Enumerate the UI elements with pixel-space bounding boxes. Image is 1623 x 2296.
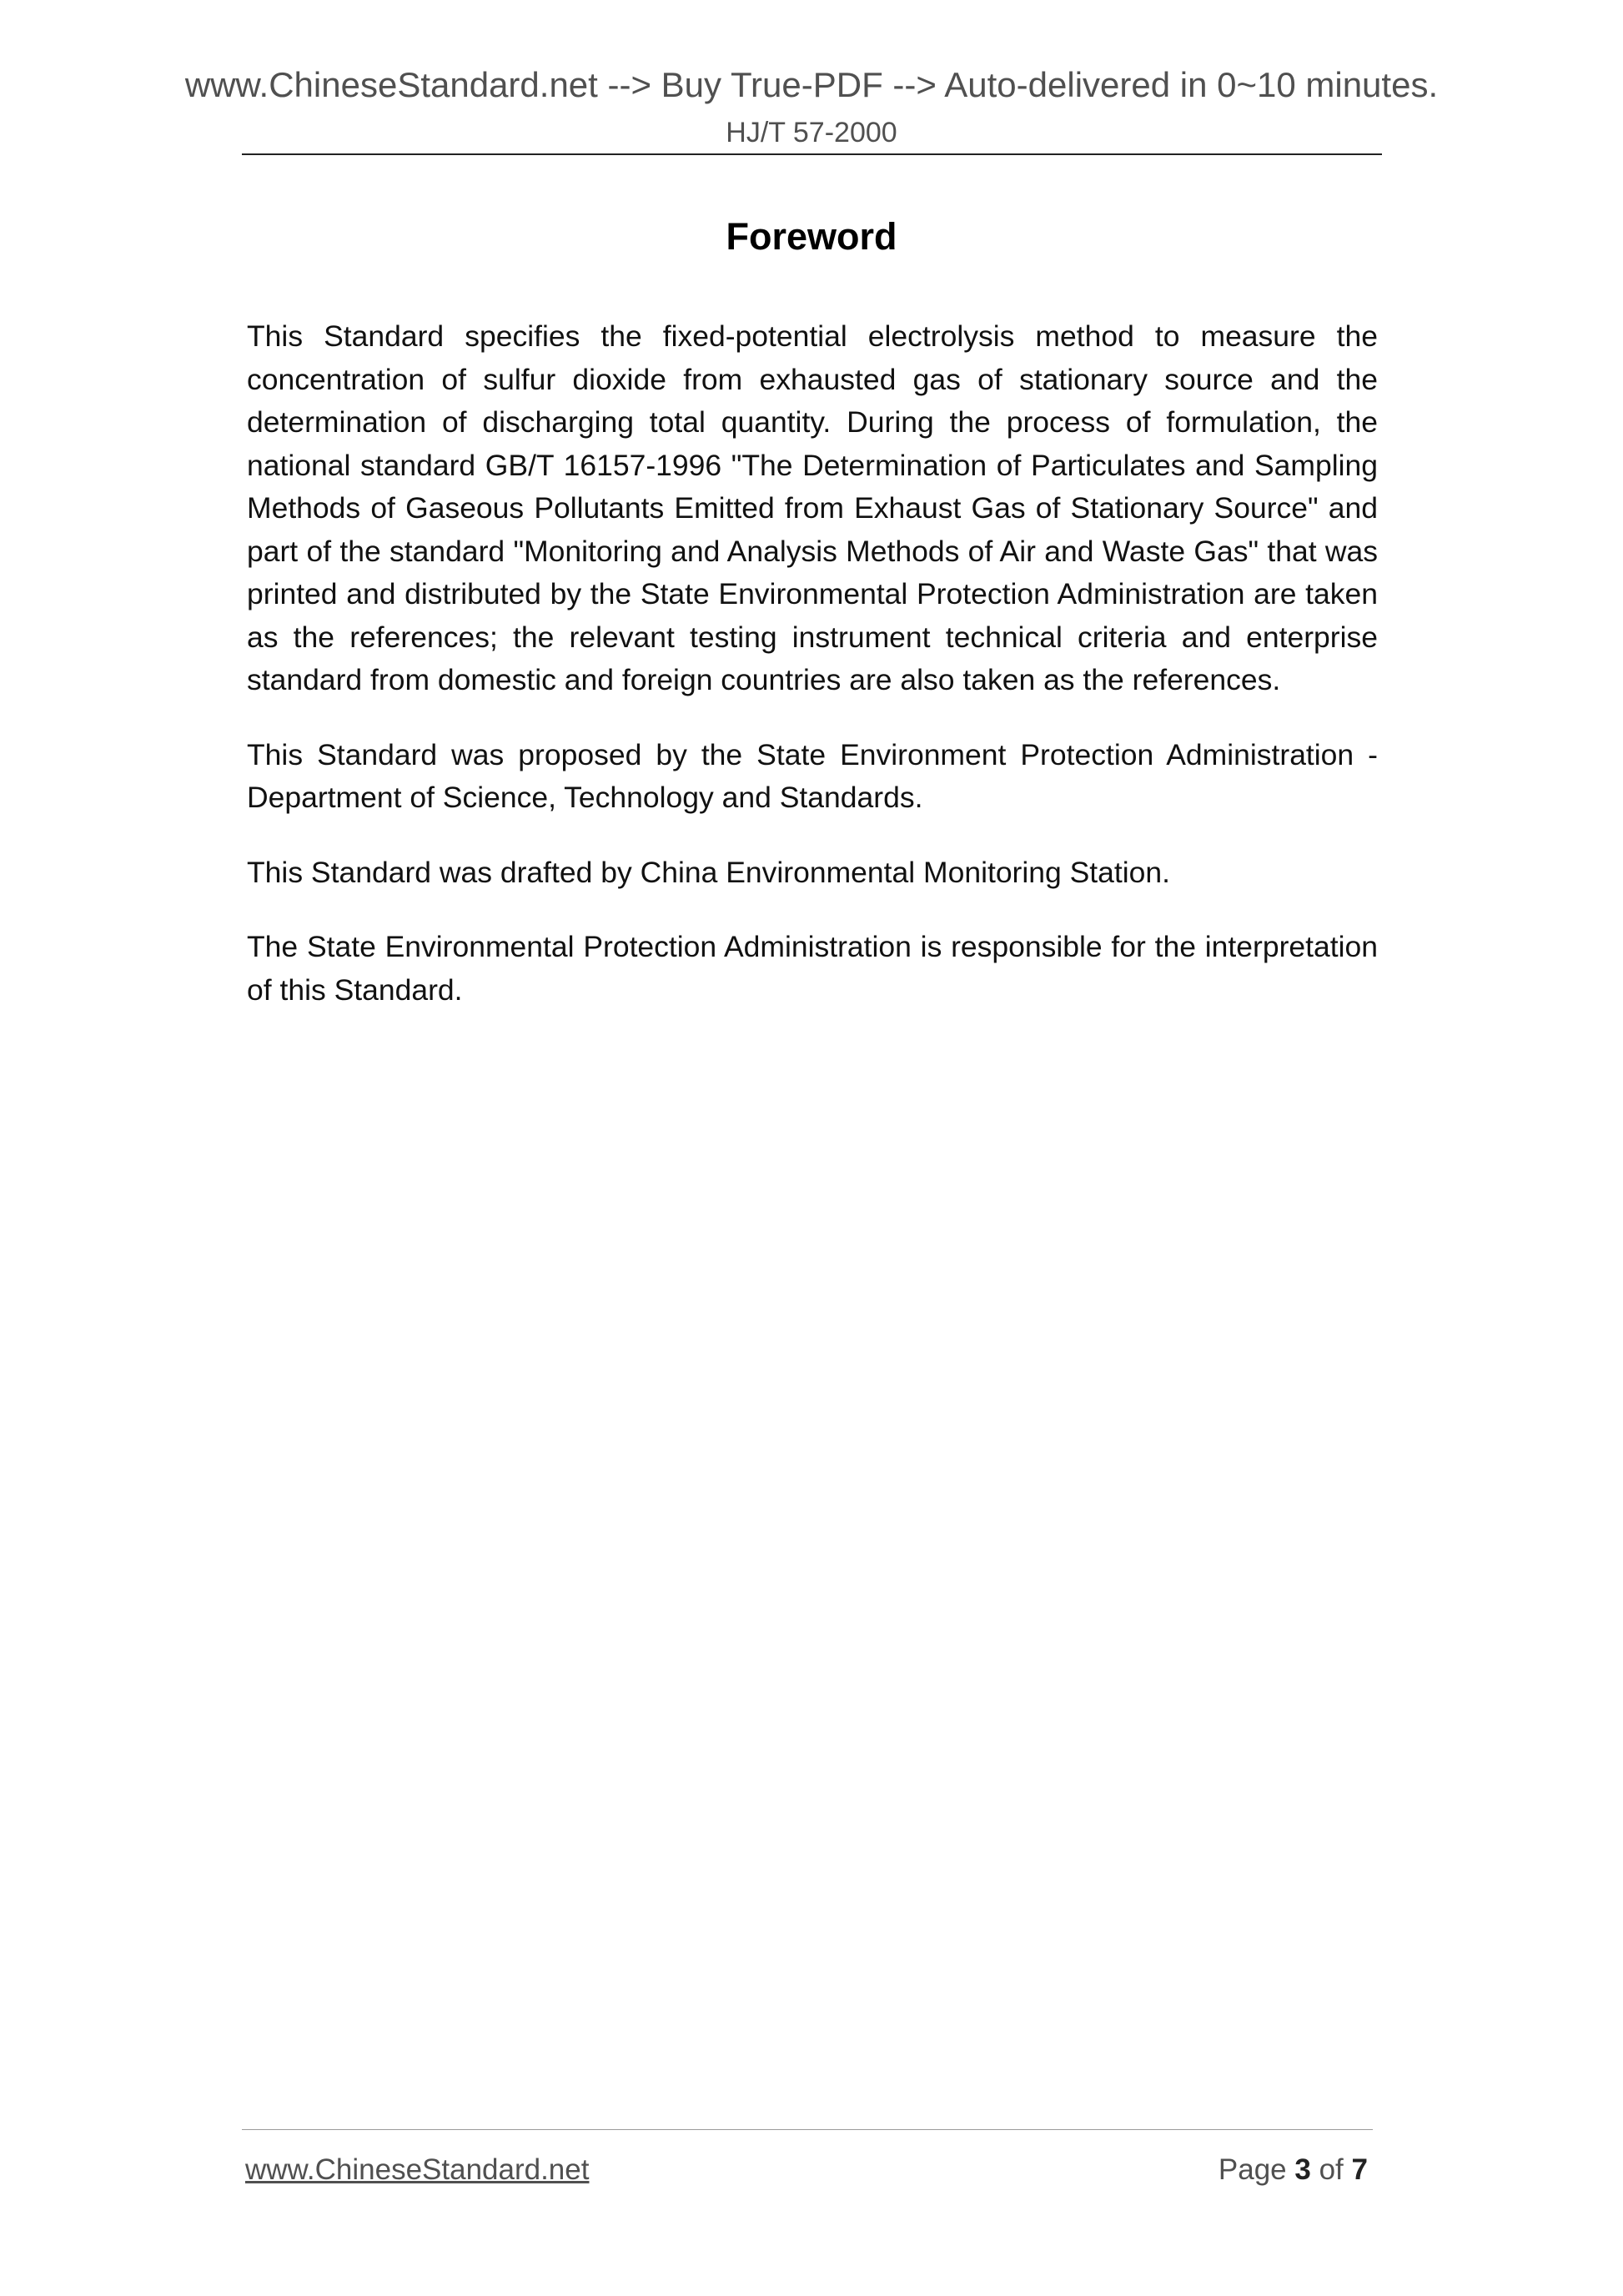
page-number [1219,2153,1368,2187]
footer-divider [242,2129,1373,2130]
foreword-paragraph: This Standard specifies the fixed-potential electrolysis method to measure the concentration of sulfur dioxide from exhausted gas of stationary source and the determination of discharging total quantity. During the process of formulation, the national standard GB/T 16157-1996 "The Determination of Particulates and Sampling Methods of Gaseous Pollutants Emitted from Exhaust Gas of Stationary Source" and part of the standard "Monitoring and Analysis Methods of Air and Waste Gas" that was printed and distributed by the State Environmental Protection Administration are taken as the references; the relevant testing instrument technical criteria and enterprise standard from domestic and foreign countries are also taken as the references. [247,319,1378,696]
page-title: Foreword [726,215,897,258]
foreword-paragraph: This Standard was drafted by China Environmental Monitoring Station. [247,855,1171,889]
foreword-body [247,315,1378,1043]
page-current: 3 [1294,2153,1311,2186]
standard-code: HJ/T 57-2000 [726,117,897,148]
foreword-paragraph: This Standard was proposed by the State Environment Protection Administration - Department of Science, Technology and Standards. [247,737,1378,814]
foreword-paragraph: The State Environmental Protection Administration is responsible for the interpretation of this Standard. [247,930,1378,1007]
page-of: of [1319,2153,1344,2186]
header-divider [242,153,1382,155]
footer-website-link[interactable]: www.ChineseStandard.net [245,2153,590,2186]
page-total: 7 [1351,2153,1368,2186]
page-word: Page [1218,2153,1287,2186]
top-banner: www.ChineseStandard.net --> Buy True-PDF --> Auto-delivered in 0~10 minutes. [184,65,1439,104]
